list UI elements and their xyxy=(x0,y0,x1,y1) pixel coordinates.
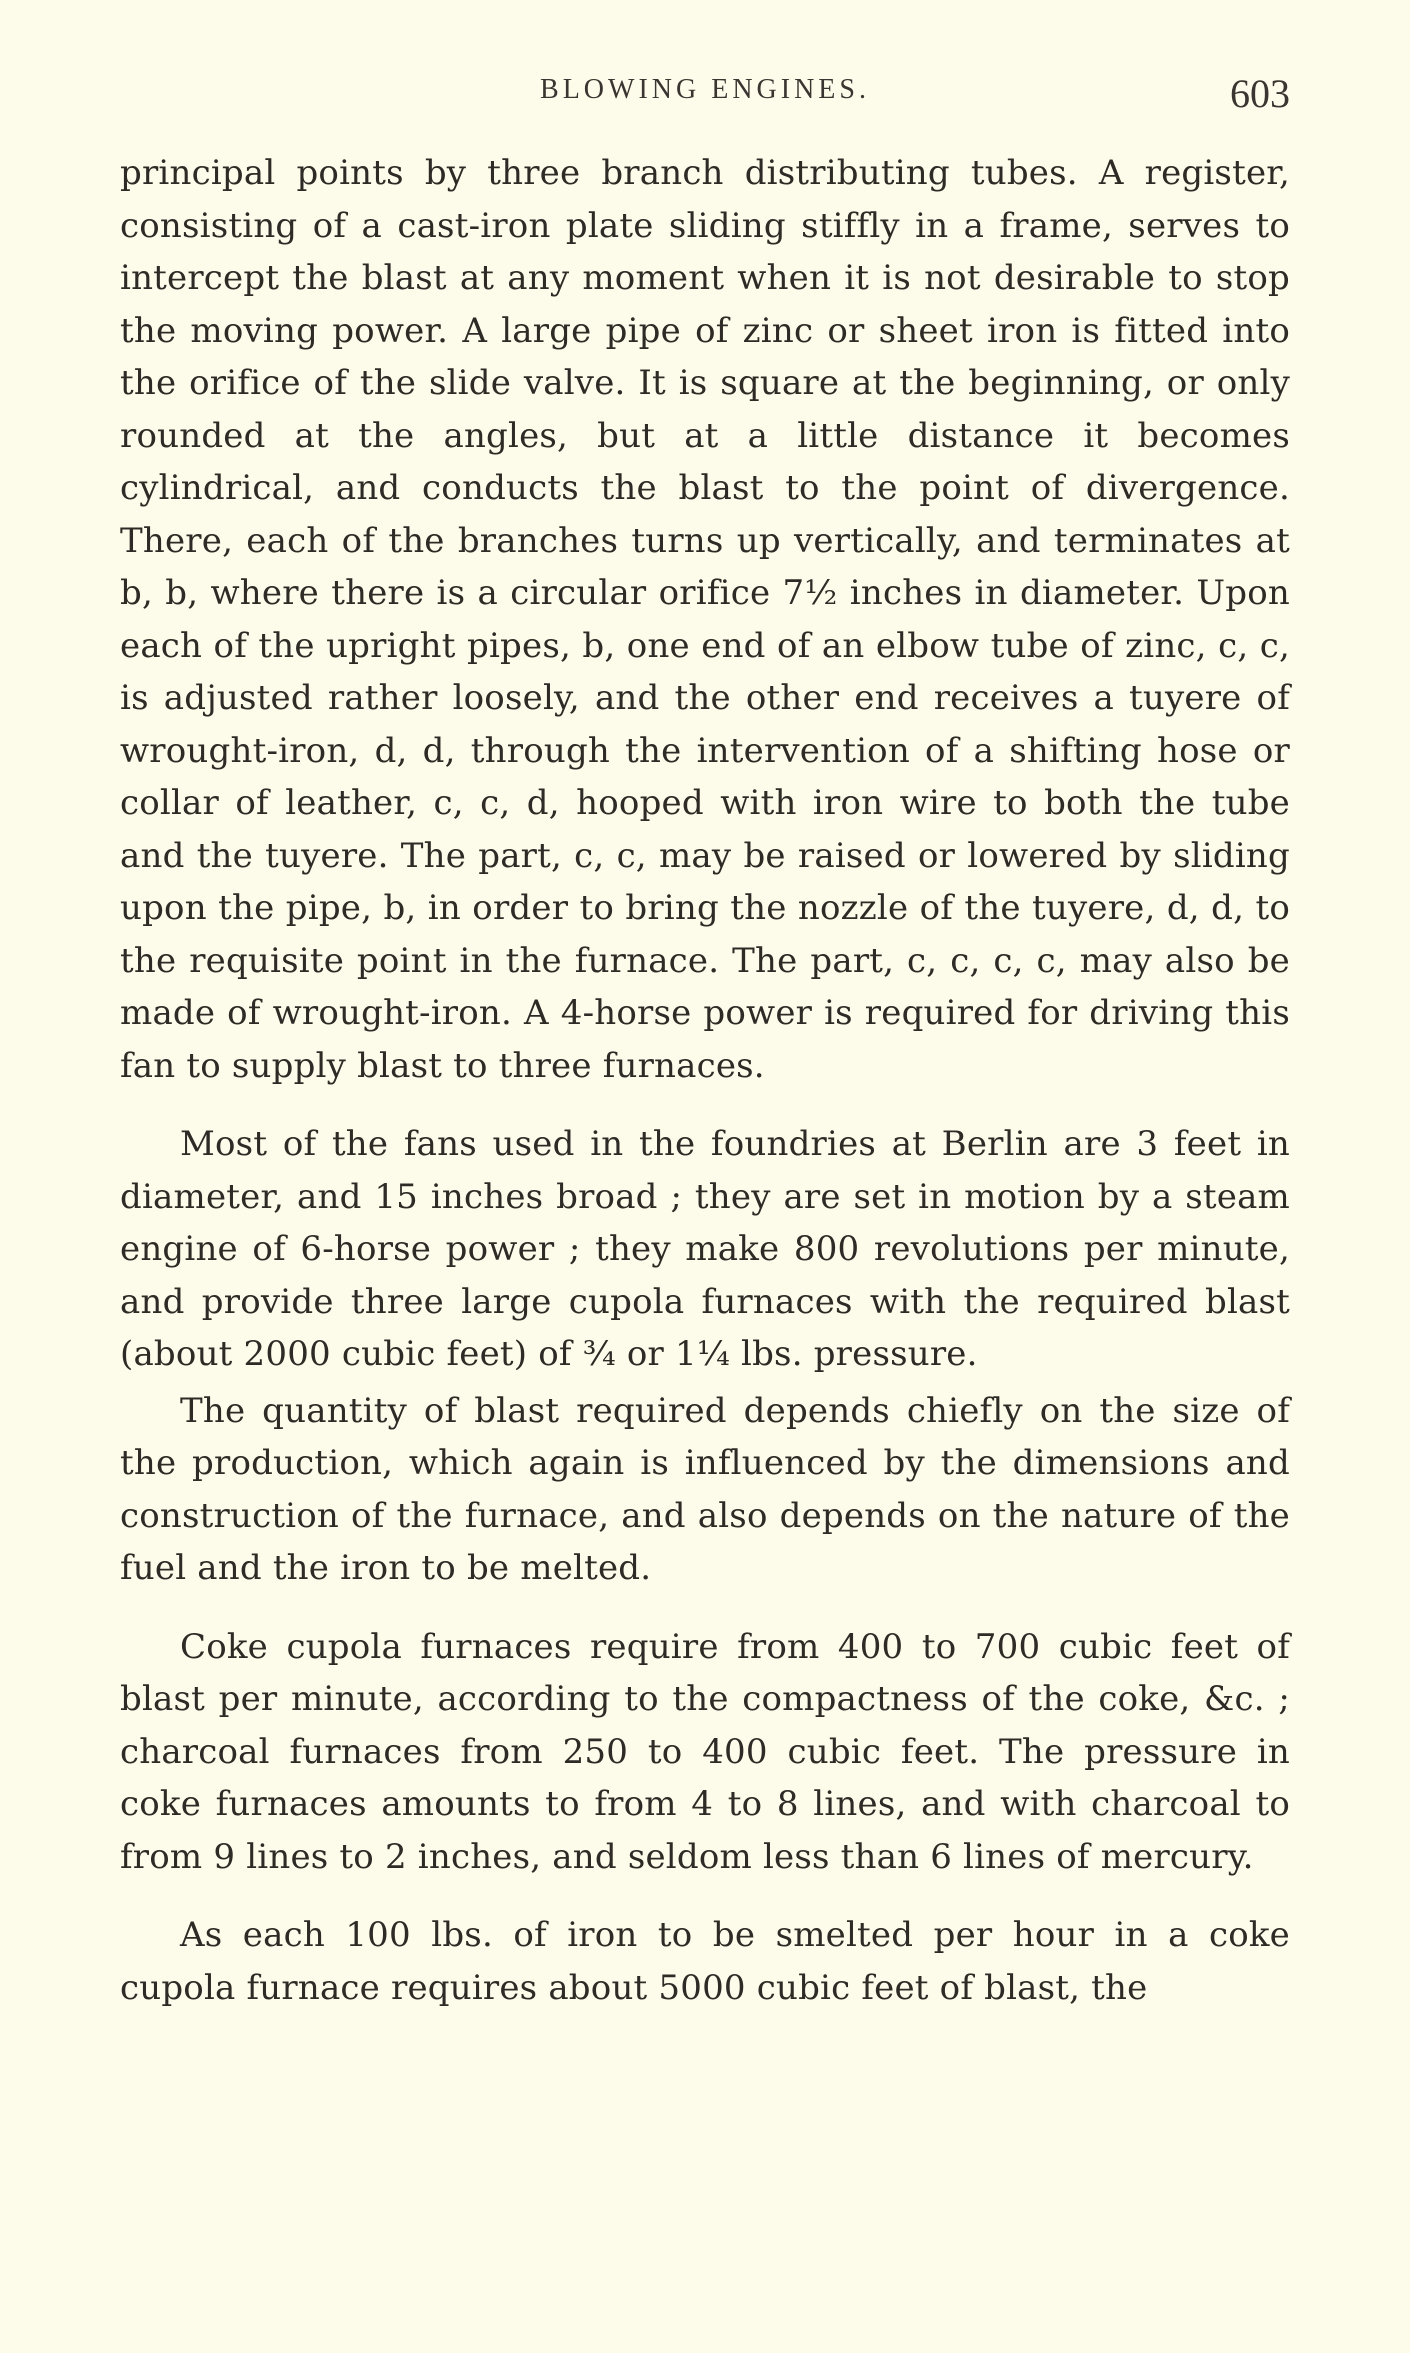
running-title: BLOWING ENGINES. xyxy=(540,74,870,105)
running-head xyxy=(120,70,1290,130)
paragraph-blast-per-100-lbs: As each 100 lbs. of iron to be smelted per hour in a coke cupola furnace requires about 5000 cubic feet of blast, the xyxy=(120,1915,1290,2008)
paragraph-cupola-requirements: Coke cupola furnaces require from 400 to 700 cubic feet of blast per minute, according to the compactness of the coke, &c. ; charcoal furnaces from 250 to 400 cubic feet. The pressure in coke furnaces amounts to from 4 to 8 lines, and with charcoal to from 9 lines to 2 inches, and seldom less than 6 lines of mercury. xyxy=(120,1626,1290,1877)
body-text xyxy=(120,147,1290,2014)
paragraph-blast-quantity: The quantity of blast required depends chiefly on the size of the production, which again is influenced by the dimensions and construction of the furnace, and also depends on the nature of the fuel and the iron to be melted. xyxy=(120,1390,1290,1588)
paragraph-berlin-fans: Most of the fans used in the foundries at Berlin are 3 feet in diameter, and 15 inches broad ; they are set in motion by a steam engine of 6-horse power ; they make 800 revolutions per minute, and provide three large cupola furnaces with the required blast (about 2000 cubic feet) of ¾ or 1¼ lbs. pressure. xyxy=(120,1124,1290,1374)
page-number: 603 xyxy=(1230,71,1290,116)
paragraph-register-and-branches: principal points by three branch distributing tubes. A register, consisting of a cast-iron plate sliding stiffly in a frame, serves to intercept the blast at any moment when it is not desirable to stop the moving power. A large pipe of zinc or sheet iron is fitted into the orifice of the slide valve. It is square at the beginning, or only rounded at the angles, but at a little distance it becomes cylindrical, and conducts the blast to the point of divergence. There, each of the branches turns up vertically, and terminates at b, b, where there is a circular orifice 7½ inches in diameter. Upon each of the upright pipes, b, one end of an elbow tube of zinc, c, c, is adjusted rather loosely, and the other end receives a tuyere of wrought-iron, d, d, through the intervention of a shifting hose or collar of leather, c, c, d, hooped with iron wire to both the tube and the tuyere. The part, c, c, may be raised or lowered by sliding upon the pipe, b, in order to bring the nozzle of the tuyere, d, d, to the requisite point in the furnace. The part, c, c, c, c, may also be made of wrought-iron. A 4-horse power is required for driving this fan to supply blast to three furnaces. xyxy=(120,153,1290,1086)
